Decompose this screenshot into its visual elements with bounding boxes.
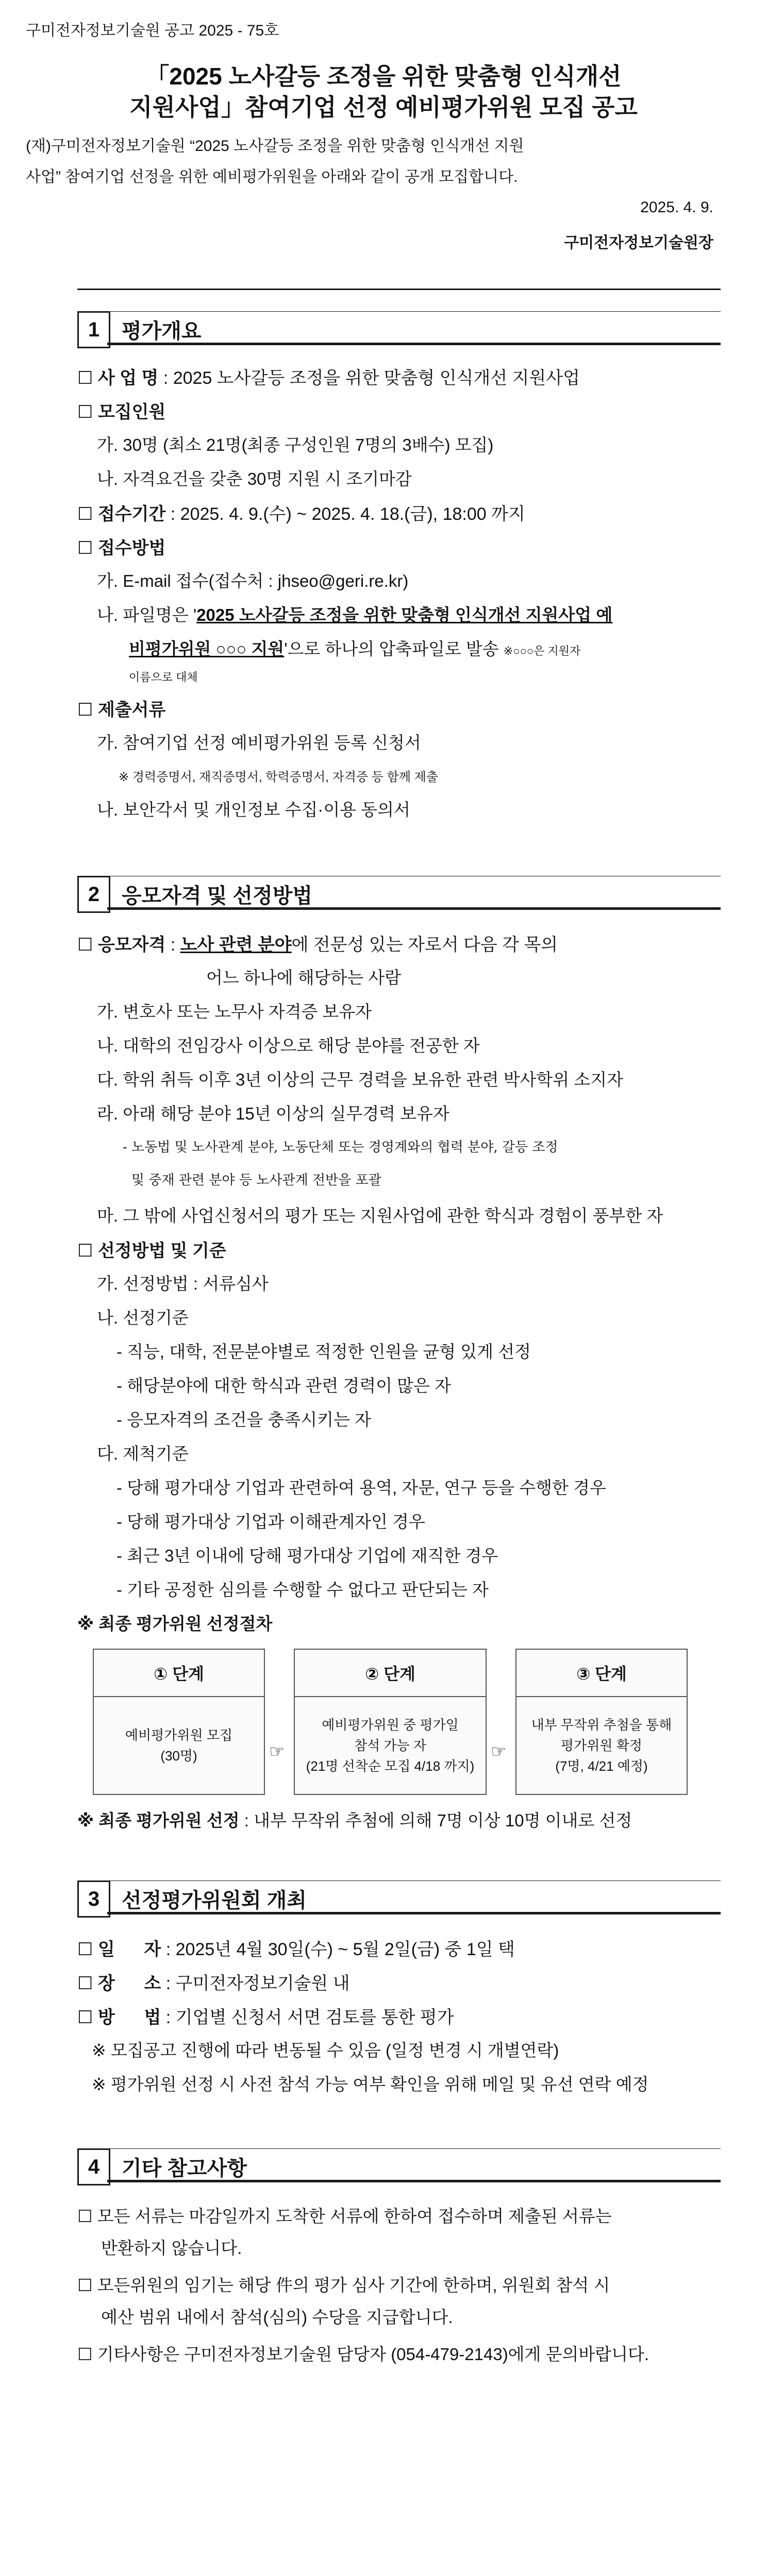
recruit-label: 모집인원	[97, 402, 166, 422]
checkbox-icon: ☐	[77, 402, 93, 422]
section-1-title: 평가개요	[122, 320, 202, 343]
qual-d-note-1: - 노동법 및 노사관계 분야, 노동단체 또는 경영계와의 협력 분야, 갈등 조정	[123, 1140, 558, 1155]
checkbox-icon: ☐	[77, 1940, 93, 1959]
doc-number: 구미전자정보기술원 공고 2025 - 75호	[26, 22, 279, 39]
note-item-2: ☐ 모든위원의 임기는 해당 件의 평가 심사 기간에 한하며, 위원회 참석 시	[77, 2276, 610, 2295]
sel-a: 가. 선정방법 : 서류심사	[97, 1274, 269, 1293]
meeting-note-1: ※ 모집공고 진행에 따라 변동될 수 있음 (일정 변경 시 개별연락)	[92, 2041, 559, 2060]
docs-a-note: ※ 경력증명서, 재직증명서, 학력증명서, 자격증 등 함께 제출	[119, 770, 439, 784]
qualification-label: 응모자격	[97, 935, 166, 955]
step-1-line-1: 예비평가위원 모집	[125, 1727, 233, 1743]
final-selection-label: ※ 최종 평가위원 선정	[77, 1811, 240, 1830]
qualification-row-2: 어느 하나에 해당하는 사람	[206, 968, 402, 987]
sel-b-3: - 응모자격의 조건을 충족시키는 자	[116, 1410, 371, 1429]
note-item-2-line-2: 예산 범위 내에서 참석(심의) 수당을 지급합니다.	[101, 2308, 453, 2327]
project-row	[77, 364, 580, 389]
period-value: : 2025. 4. 9.(수) ~ 2025. 4. 18.(금), 18:00 까지	[165, 504, 525, 524]
checkbox-icon: ☐	[77, 2345, 93, 2364]
note-item-3: ☐ 기타사항은 구미전자정보기술원 담당자 (054-479-2143)에게 문의바랍니다.	[77, 2345, 649, 2364]
step-3-box	[515, 1649, 688, 1795]
method-label: 접수방법	[97, 538, 166, 558]
checkbox-icon: ☐	[77, 1974, 93, 1993]
section-2-number: 2	[77, 876, 110, 913]
checkbox-icon: ☐	[77, 2207, 93, 2226]
meeting-method-row: ☐ 방 법 : 기업별 신청서 서면 검토를 통한 평가	[77, 2008, 454, 2027]
step-1-box	[93, 1649, 265, 1795]
section-3-header	[107, 1880, 721, 1914]
selection-label: 선정방법 및 기준	[97, 1241, 226, 1261]
project-value: : 2025 노사갈등 조정을 위한 맞춤형 인식개선 지원사업	[158, 368, 580, 388]
qualification-row: ☐ 응모자격 : 노사 관련 분야에 전문성 있는 자로서 다음 각 목의	[77, 935, 558, 955]
section-4-title: 기타 참고사항	[122, 2157, 247, 2180]
step-2-label: ② 단계	[295, 1650, 486, 1697]
meeting-place-label: 장 소	[97, 1974, 161, 1993]
period-label: 접수기간	[97, 504, 166, 524]
docs-b: 나. 보안각서 및 개인정보 수집·이용 동의서	[97, 800, 410, 819]
section-1-number: 1	[77, 311, 110, 348]
recruit-row	[77, 398, 165, 423]
section-1-header	[107, 311, 721, 345]
docs-row	[77, 696, 165, 721]
sel-c: 다. 제척기준	[97, 1444, 189, 1463]
recruit-a: 가. 30명 (최소 21명(최종 구성인원 7명의 3배수) 모집)	[97, 435, 494, 454]
step-2-box	[294, 1649, 487, 1795]
qual-d-note-2: 및 중재 관련 분야 등 노사관계 전반을 포괄	[131, 1173, 381, 1188]
period-row	[77, 500, 525, 525]
section-3-number: 3	[77, 1880, 110, 1918]
step-3-line-3: (7명, 4/21 예정)	[555, 1758, 648, 1774]
method-b-note: ※○○○은 지원자	[503, 645, 581, 657]
method-b-line-2: 비평가위원 ○○○ 지원'으로 하나의 압축파일로 발송 ※○○○은 지원자	[129, 639, 581, 658]
sel-c-2: - 당해 평가대상 기업과 이해관계자인 경우	[116, 1512, 425, 1531]
sel-b-2: - 해당분야에 대한 학식과 관련 경력이 많은 자	[116, 1376, 451, 1395]
issuer: 구미전자정보기술원장	[564, 234, 713, 251]
arrow-icon: ☞	[491, 1742, 507, 1761]
method-b-line-1: 나. 파일명은 '2025 노사갈등 조정을 위한 맞춤형 인식개선 지원사업 예	[97, 605, 613, 624]
docs-a: 가. 참여기업 선정 예비평가위원 등록 신청서	[97, 733, 421, 752]
header-divider	[77, 289, 721, 290]
sel-c-1: - 당해 평가대상 기업과 관련하여 용역, 자문, 연구 등을 수행한 경우	[116, 1478, 606, 1497]
qual-e: 마. 그 밖에 사업신청서의 평가 또는 지원사업에 관한 학식과 경험이 풍부한 자	[97, 1206, 663, 1225]
meeting-date-row: ☐ 일 자 : 2025년 4월 30일(수) ~ 5월 2일(금) 중 1일 택	[77, 1940, 515, 1959]
step-3-label: ③ 단계	[516, 1650, 687, 1697]
step-1-label: ① 단계	[94, 1650, 264, 1697]
meeting-place-row: ☐ 장 소 : 구미전자정보기술원 내	[77, 1974, 350, 1993]
qual-c: 다. 학위 취득 이후 3년 이상의 근무 경력을 보유한 관련 박사학위 소지자	[97, 1070, 623, 1089]
recruit-b: 나. 자격요건을 갖춘 30명 지원 시 조기마감	[97, 469, 412, 488]
method-a: 가. E-mail 접수(접수처 : jhseo@geri.re.kr)	[97, 571, 409, 590]
section-4-header	[107, 2148, 721, 2182]
section-2-header	[107, 876, 721, 910]
section-2-title: 응모자격 및 선정방법	[122, 885, 312, 907]
step-2-line-2: 참석 가능 자	[354, 1738, 426, 1753]
meeting-method-label: 방 법	[97, 2008, 161, 2027]
arrow-icon: ☞	[269, 1742, 285, 1761]
meeting-note-2: ※ 평가위원 선정 시 사전 참석 가능 여부 확인을 위해 메일 및 유선 연락 예정	[92, 2075, 649, 2094]
sel-b-1: - 직능, 대학, 전문분야별로 적정한 인원을 균형 있게 선정	[116, 1342, 531, 1361]
qual-a: 가. 변호사 또는 노무사 자격증 보유자	[97, 1002, 372, 1021]
section-4-number: 4	[77, 2148, 110, 2185]
qual-b: 나. 대학의 전임강사 이상으로 해당 분야를 전공한 자	[97, 1036, 480, 1055]
checkbox-icon: ☐	[77, 368, 93, 388]
qualification-field: 노사 관련 분야	[180, 935, 292, 955]
intro-line-1: (재)구미전자정보기술원 “2025 노사갈등 조정을 위한 맞춤형 인식개선 지원	[26, 138, 524, 155]
title-line-2: 지원사업」참여기업 선정 예비평가위원 모집 공고	[129, 94, 638, 121]
checkbox-icon: ☐	[77, 1241, 93, 1261]
procedure-title: ※ 최종 평가위원 선정절차	[77, 1614, 273, 1633]
step-3-line-1: 내부 무작위 추첨을 통해	[531, 1717, 672, 1733]
filename-rule: 2025 노사갈등 조정을 위한 맞춤형 인식개선 지원사업 예	[196, 605, 613, 624]
checkbox-icon: ☐	[77, 700, 93, 720]
sel-b: 나. 선정기준	[97, 1308, 189, 1327]
checkbox-icon: ☐	[77, 504, 93, 524]
checkbox-icon: ☐	[77, 935, 93, 955]
note-item-1-line-2: 반환하지 않습니다.	[101, 2239, 242, 2258]
final-selection: ※ 최종 평가위원 선정 : 내부 무작위 추첨에 의해 7명 이상 10명 이내로 선정	[77, 1811, 632, 1830]
project-label: 사 업 명	[97, 368, 159, 388]
filename-rule-end: 비평가위원 ○○○ 지원	[129, 639, 285, 658]
sel-c-4: - 기타 공정한 심의를 수행할 수 없다고 판단되는 자	[116, 1580, 489, 1599]
title-line-1: 「2025 노사갈등 조정을 위한 맞춤형 인식개선	[145, 63, 622, 90]
step-1-line-2: (30명)	[160, 1748, 197, 1764]
selection-row	[77, 1236, 226, 1262]
method-row	[77, 534, 165, 559]
docs-label: 제출서류	[97, 700, 166, 720]
step-3-line-2: 평가위원 확정	[561, 1738, 642, 1753]
note-item-1: ☐ 모든 서류는 마감일까지 도착한 서류에 한하여 접수하며 제출된 서류는	[77, 2207, 612, 2226]
intro-line-2: 사업” 참여기업 선정을 위한 예비평가위원을 아래와 같이 공개 모집합니다.	[26, 168, 518, 185]
qual-d: 라. 아래 해당 분야 15년 이상의 실무경력 보유자	[97, 1104, 449, 1123]
sel-c-3: - 최근 3년 이내에 당해 평가대상 기업에 재직한 경우	[116, 1546, 498, 1565]
checkbox-icon: ☐	[77, 538, 93, 558]
step-2-line-1: 예비평가위원 중 평가일	[322, 1717, 459, 1733]
section-3-title: 선정평가위원회 개최	[122, 1889, 307, 1912]
checkbox-icon: ☐	[77, 2276, 93, 2295]
method-b-note-2: 이름으로 대체	[129, 671, 198, 684]
checkbox-icon: ☐	[77, 2008, 93, 2027]
notice-date: 2025. 4. 9.	[640, 199, 713, 216]
meeting-date-label: 일 자	[97, 1940, 161, 1959]
step-2-line-3: (21명 선착순 모집 4/18 까지)	[306, 1758, 475, 1774]
